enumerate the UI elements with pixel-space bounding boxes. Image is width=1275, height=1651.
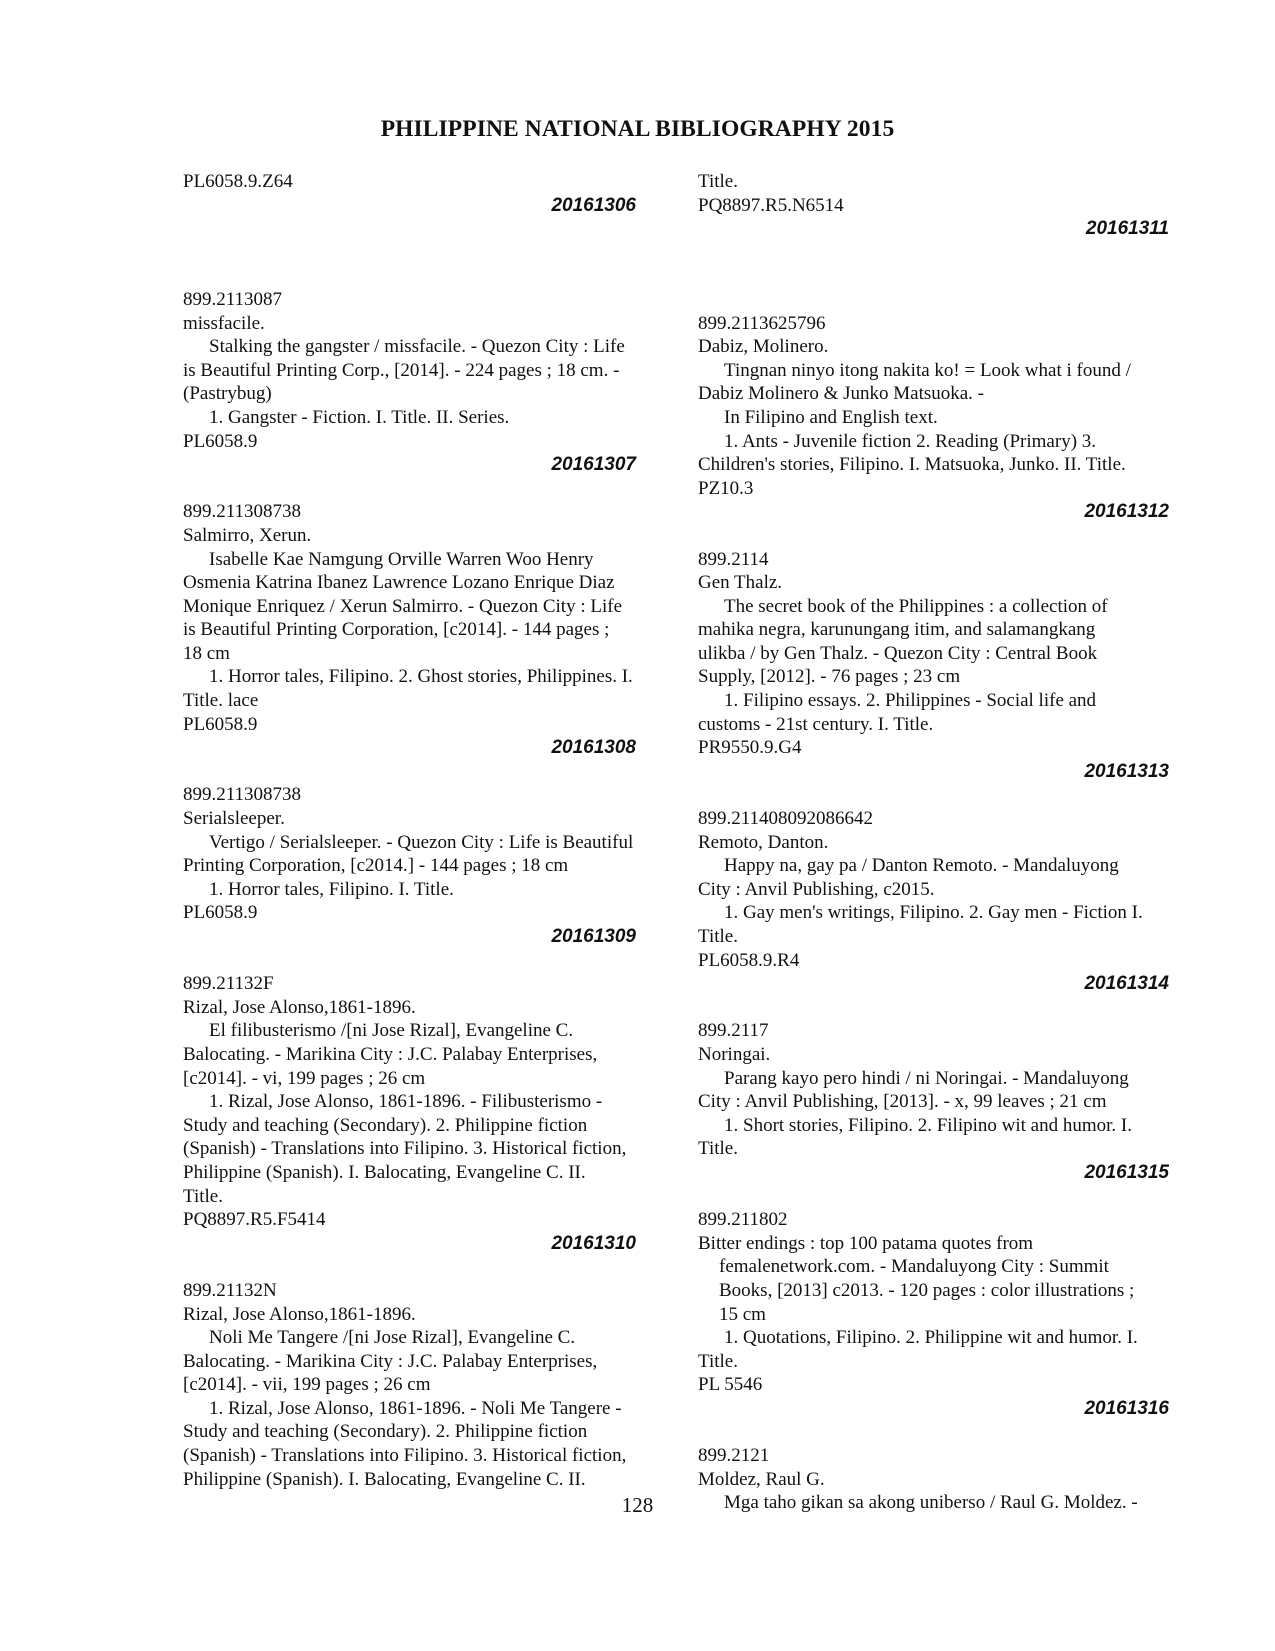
entry-subjects: 1. Horror tales, Filipino. 2. Ghost stories, Philippines. I. xyxy=(209,666,633,688)
entry-description: City : Anvil Publishing, c2015. xyxy=(698,878,935,900)
spacer xyxy=(183,1255,643,1279)
page-number: 128 xyxy=(621,1493,654,1517)
continued-line: PQ8897.R5.N6514 xyxy=(698,194,844,216)
entry-subjects: Philippine (Spanish). I. Balocating, Evangeline C. II. xyxy=(183,1161,586,1183)
dewey-number: 899.211802 xyxy=(698,1209,788,1231)
entry-subjects: 1. Rizal, Jose Alonso, 1861-1896. - Filibusterismo - xyxy=(209,1091,603,1113)
call-number: PL6058.9 xyxy=(183,430,258,452)
call-number: PL6058.9.Z64 xyxy=(183,171,293,192)
bibliographic-entry xyxy=(183,783,643,948)
entry-subjects: Title. xyxy=(698,1138,738,1160)
entry-subjects: Title. xyxy=(698,926,738,948)
record-number: 20161314 xyxy=(1084,973,1169,995)
dewey-number: 899.2114 xyxy=(698,548,769,570)
spacer xyxy=(698,783,1176,807)
dewey-number: 899.2117 xyxy=(698,1020,769,1042)
entry-subjects: 1. Quotations, Filipino. 2. Philippine wit and humor. I. xyxy=(724,1327,1138,1349)
entry-title-continued: Books, [2013] c2013. - 120 pages : color illustrations ; xyxy=(719,1279,1135,1301)
call-number: PL6058.9 xyxy=(183,902,258,924)
continued-line: Title. xyxy=(698,171,738,192)
entry-author: Rizal, Jose Alonso,1861-1896. xyxy=(183,1303,416,1325)
entry-description: The secret book of the Philippines : a collection of xyxy=(724,595,1108,617)
record-number: 20161307 xyxy=(551,454,636,476)
record-number: 20161311 xyxy=(1085,218,1169,240)
spacer xyxy=(183,949,643,973)
entry-subjects: 1. Filipino essays. 2. Philippines - Social life and xyxy=(724,690,1097,712)
dewey-number: 899.2121 xyxy=(698,1445,770,1467)
call-number: PL 5546 xyxy=(698,1374,763,1396)
entry-subjects: Title. xyxy=(183,1185,223,1207)
call-number: PR9550.9.G4 xyxy=(698,737,802,759)
entry-subjects: Study and teaching (Secondary). 2. Philippine fiction xyxy=(183,1421,588,1443)
entry-description: Parang kayo pero hindi / ni Noringai. - Mandaluyong xyxy=(724,1067,1129,1089)
entry-subjects: 1. Ants - Juvenile fiction 2. Reading (Primary) 3. xyxy=(724,430,1097,452)
entry-description: Printing Corporation, [c2014.] - 144 pages ; 18 cm xyxy=(183,855,569,877)
entry-description: [c2014]. - vi, 199 pages ; 26 cm xyxy=(183,1067,426,1089)
record-number: 20161306 xyxy=(551,194,636,216)
dewey-number: 899.211408092086642 xyxy=(698,808,874,830)
entry-description: ulikba / by Gen Thalz. - Quezon City : Central Book xyxy=(698,642,1098,664)
spacer xyxy=(183,477,643,501)
entry-subjects: Study and teaching (Secondary). 2. Philippine fiction xyxy=(183,1114,588,1136)
bibliographic-entry xyxy=(698,312,1176,524)
entry-author: Gen Thalz. xyxy=(698,572,783,594)
entry-subjects: 1. Horror tales, Filipino. I. Title. xyxy=(209,878,454,900)
right-column xyxy=(698,170,1176,1515)
dewey-number: 899.2113087 xyxy=(183,288,283,310)
spacer xyxy=(698,1420,1176,1444)
dewey-number: 899.211308738 xyxy=(183,501,302,523)
entry-subjects: 1. Gay men's writings, Filipino. 2. Gay men - Fiction I. xyxy=(724,902,1143,924)
entry-author: Dabiz, Molinero. xyxy=(698,336,829,358)
entry-subjects: Philippine (Spanish). I. Balocating, Evangeline C. II. xyxy=(183,1468,586,1490)
entry-author: Rizal, Jose Alonso,1861-1896. xyxy=(183,996,416,1018)
bibliographic-entry xyxy=(183,500,643,760)
entry-author: Moldez, Raul G. xyxy=(698,1468,825,1490)
entry-subjects: Title. xyxy=(698,1350,738,1372)
dewey-number: 899.21132N xyxy=(183,1279,277,1301)
entry-subjects: Title. lace xyxy=(183,690,259,712)
dewey-number: 899.211308738 xyxy=(183,784,302,806)
spacer xyxy=(698,1185,1176,1209)
entry-description: City : Anvil Publishing, [2013]. - x, 99 leaves ; 21 cm xyxy=(698,1091,1107,1113)
entry-subjects: customs - 21st century. I. Title. xyxy=(698,713,934,735)
left-column xyxy=(183,170,643,1491)
entry-title-continued: 15 cm xyxy=(719,1303,766,1325)
spacer xyxy=(698,996,1176,1020)
spacer xyxy=(698,524,1176,548)
record-number: 20161316 xyxy=(1084,1397,1169,1419)
record-number: 20161310 xyxy=(551,1232,636,1254)
entry-description: is Beautiful Printing Corp., [2014]. - 224 pages ; 18 cm. - xyxy=(183,359,620,381)
entry-description: Osmenia Katrina Ibanez Lawrence Lozano Enrique Diaz xyxy=(183,572,615,594)
bibliographic-entry xyxy=(183,972,643,1255)
entry-note: In Filipino and English text. xyxy=(724,406,938,428)
entry-description: is Beautiful Printing Corporation, [c2014]. - 144 pages ; xyxy=(183,619,610,641)
spacer xyxy=(183,217,643,288)
entry-description: Isabelle Kae Namgung Orville Warren Woo Henry xyxy=(209,548,594,570)
bibliographic-entry xyxy=(183,1279,643,1491)
entry-author: Salmirro, Xerun. xyxy=(183,524,312,546)
entry-description: Vertigo / Serialsleeper. - Quezon City : Life is Beautiful xyxy=(209,831,634,853)
dewey-number: 899.21132F xyxy=(183,973,274,995)
entry-subjects: 1. Gangster - Fiction. I. Title. II. Series. xyxy=(209,406,510,428)
entry-author: Noringai. xyxy=(698,1043,771,1065)
entry-subjects: 1. Short stories, Filipino. 2. Filipino wit and humor. I. xyxy=(724,1114,1132,1136)
entry-description: Mga taho gikan sa akong uniberso / Raul G. Moldez. - xyxy=(724,1492,1138,1514)
entry-description: Tingnan ninyo itong nakita ko! = Look what i found / xyxy=(724,359,1131,381)
entry-description: (Pastrybug) xyxy=(183,383,272,405)
entry-description: Noli Me Tangere /[ni Jose Rizal], Evangeline C. xyxy=(209,1327,576,1349)
record-number: 20161312 xyxy=(1084,501,1169,523)
entry-description: Balocating. - Marikina City : J.C. Palabay Enterprises, xyxy=(183,1043,598,1065)
record-number: 20161309 xyxy=(551,926,636,948)
bibliographic-entry xyxy=(698,1019,1176,1184)
bibliographic-entry xyxy=(698,807,1176,996)
entry-description: Monique Enriquez / Xerun Salmirro. - Quezon City : Life xyxy=(183,595,623,617)
entry-subjects: Children's stories, Filipino. I. Matsuoka, Junko. II. Title. xyxy=(698,454,1126,476)
entry-description: [c2014]. - vii, 199 pages ; 26 cm xyxy=(183,1374,431,1396)
call-number: PL6058.9 xyxy=(183,713,258,735)
entry-description: Supply, [2012]. - 76 pages ; 23 cm xyxy=(698,666,961,688)
entry-description: Balocating. - Marikina City : J.C. Palabay Enterprises, xyxy=(183,1350,598,1372)
entry-description: El filibusterismo /[ni Jose Rizal], Evangeline C. xyxy=(209,1020,574,1042)
entry-subjects: 1. Rizal, Jose Alonso, 1861-1896. - Noli Me Tangere - xyxy=(209,1397,622,1419)
entry-description: Happy na, gay pa / Danton Remoto. - Mandaluyong xyxy=(724,855,1119,877)
call-number: PZ10.3 xyxy=(698,477,754,499)
bibliographic-entry xyxy=(698,1208,1176,1420)
entry-description: Dabiz Molinero & Junko Matsuoka. - xyxy=(698,383,985,405)
spacer xyxy=(183,760,643,784)
entry-description: Stalking the gangster / missfacile. - Quezon City : Life xyxy=(209,336,625,358)
bibliographic-entry xyxy=(183,288,643,477)
entry-author: Serialsleeper. xyxy=(183,808,285,830)
entry-description: mahika negra, karunungang itim, and salamangkang xyxy=(698,619,1096,641)
dewey-number: 899.2113625796 xyxy=(698,312,826,334)
bibliographic-entry xyxy=(698,548,1176,784)
record-number: 20161315 xyxy=(1084,1161,1169,1183)
entry-subjects: (Spanish) - Translations into Filipino. 3. Historical fiction, xyxy=(183,1138,627,1160)
entry-description: 18 cm xyxy=(183,642,230,664)
page-title: PHILIPPINE NATIONAL BIBLIOGRAPHY 2015 xyxy=(380,116,895,142)
record-number: 20161313 xyxy=(1084,760,1169,782)
entry-author: missfacile. xyxy=(183,312,265,334)
entry-author: Remoto, Danton. xyxy=(698,831,829,853)
entry-title: Bitter endings : top 100 patama quotes from xyxy=(698,1232,1034,1254)
call-number: PL6058.9.R4 xyxy=(698,949,800,971)
record-number: 20161308 xyxy=(551,737,636,759)
entry-subjects: (Spanish) - Translations into Filipino. 3. Historical fiction, xyxy=(183,1445,627,1467)
entry-title-continued: femalenetwork.com. - Mandaluyong City : Summit xyxy=(719,1256,1109,1278)
call-number: PQ8897.R5.F5414 xyxy=(183,1209,326,1231)
spacer xyxy=(698,241,1176,312)
